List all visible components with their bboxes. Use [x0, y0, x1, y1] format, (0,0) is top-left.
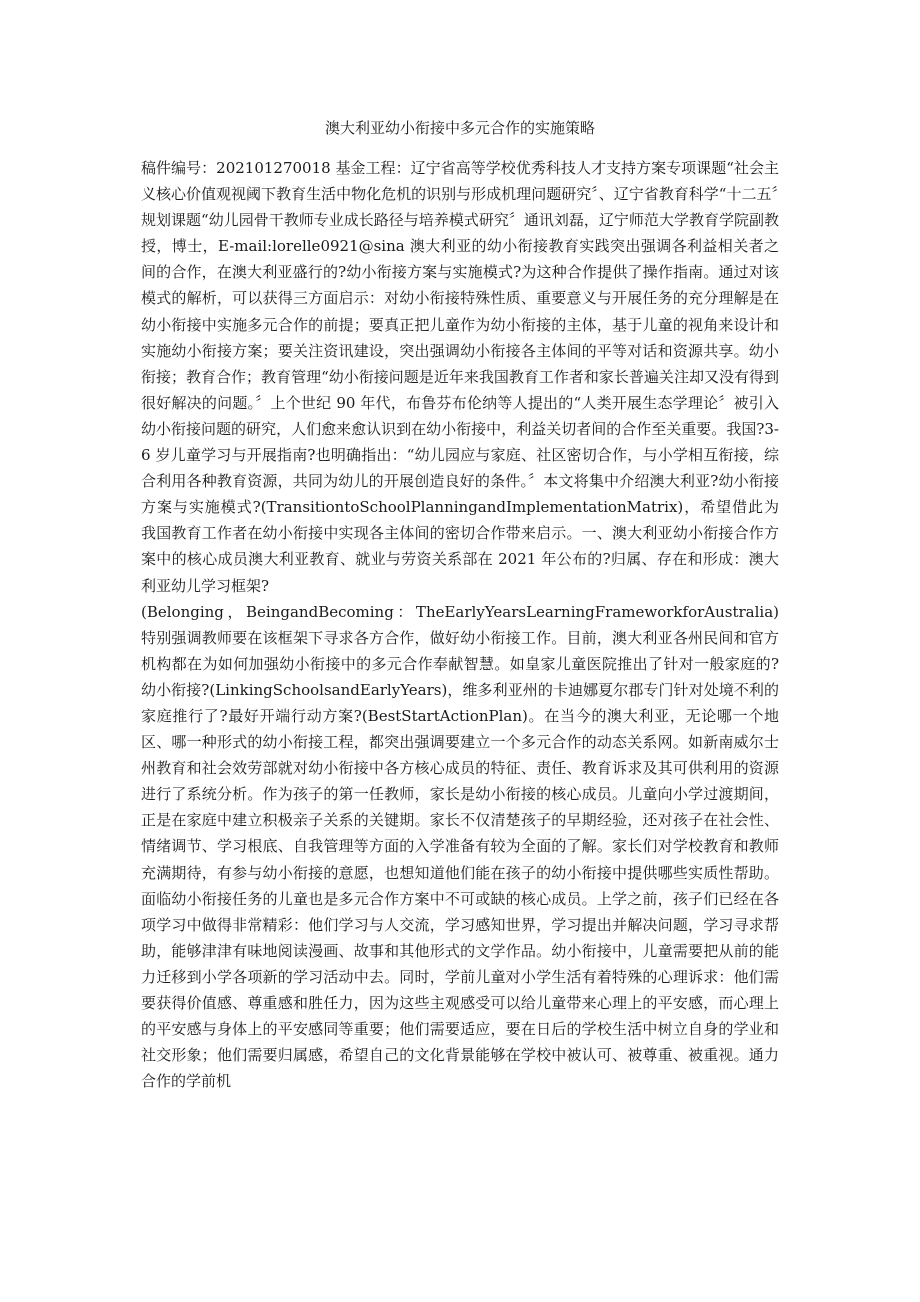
- document-body: [141, 155, 779, 1094]
- document-title: 澳大利亚幼小衔接中多元合作的实施策略: [324, 119, 595, 137]
- body-paragraph: 稿件编号：202101270018 基金工程：辽宁省高等学校优秀科技人才支持方案专项课题“社会主义核心价值观视阈下教育生活中物化危机的识别与形成机理问题研究〞、辽宁省教育科学“十二五〞规划课题“幼儿园骨干教师专业成长路径与培养模式研究〞通讯刘磊，辽宁师范大学教育学院副教授，博士，E-mail:lorelle0921@sina 澳大利亚的幼小衔接教育实践突出强调各利益相关者之间的合作，在澳大利亚盛行的?幼小衔接方案与实施模式?为这种合作提供了操作指南。通过对该模式的解析，可以获得三方面启示：对幼小衔接特殊性质、重要意义与开展任务的充分理解是在幼小衔接中实施多元合作的前提；要真正把儿童作为幼小衔接的主体，基于儿童的视角来设计和实施幼小衔接方案；要关注资讯建设，突出强调幼小衔接各主体间的平等对话和资源共享。幼小衔接；教育合作；教育管理“幼小衔接问题是近年来我国教育工作者和家长普遍关注却又没有得到很好解决的问题。〞上个世纪 90 年代，布鲁芬布伦纳等人提出的“人类开展生态学理论〞被引入幼小衔接问题的研究，人们愈来愈认识到在幼小衔接中，利益关切者间的合作至关重要。我国?3-6 岁儿童学习与开展指南?也明确指出：“幼儿园应与家庭、社区密切合作，与小学相互衔接，综合利用各种教育资源，共同为幼儿的开展创造良好的条件。〞本文将集中介绍澳大利亚?幼小衔接方案与实施模式?(TransitiontoSchoolPlanningandImplementationMatrix)，希望借此为我国教育工作者在幼小衔接中实现各主体间的密切合作带来启示。一、澳大利亚幼小衔接合作方案中的核心成员澳大利亚教育、就业与劳资关系部在 2021 年公布的?归属、存在和形成：澳大利亚幼儿学习框架?: [141, 159, 779, 595]
- body-paragraph: (Belonging，BeingandBecoming：TheEarlyYearsLearningFrameworkforAustralia)特别强调教师要在该框架下寻求各方合作，做好幼小衔接工作。目前，澳大利亚各州民间和官方机构都在为如何加强幼小衔接中的多元合作奉献智慧。如皇家儿童医院推出了针对一般家庭的?幼小衔接?(LinkingSchoolsandEarlyYears)，维多利亚州的卡迪娜夏尔郡专门针对处境不利的家庭推行了?最好开端行动方案?(BestStartActionPlan)。在当今的澳大利亚，无论哪一个地区、哪一种形式的幼小衔接工程，都突出强调要建立一个多元合作的动态关系网。如新南威尔士州教育和社会效劳部就对幼小衔接中各方核心成员的特征、责任、教育诉求及其可供利用的资源进行了系统分析。作为孩子的第一任教师，家长是幼小衔接的核心成员。儿童向小学过渡期间，正是在家庭中建立积极亲子关系的关键期。家长不仅清楚孩子的早期经验，还对孩子在社会性、情绪调节、学习根底、自我管理等方面的入学准备有较为全面的了解。家长们对学校教育和教师充满期待，有参与幼小衔接的意愿，也想知道他们能在孩子的幼小衔接中提供哪些实质性帮助。面临幼小衔接任务的儿童也是多元合作方案中不可或缺的核心成员。上学之前，孩子们已经在各项学习中做得非常精彩：他们学习与人交流，学习感知世界，学习提出并解决问题，学习寻求帮助，能够津津有味地阅读漫画、故事和其他形式的文学作品。幼小衔接中，儿童需要把从前的能力迁移到小学各项新的学习活动中去。同时，学前儿童对小学生活有着特殊的心理诉求：他们需要获得价值感、尊重感和胜任力，因为这些主观感受可以给儿童带来心理上的平安感，而心理上的平安感与身体上的平安感同等重要；他们需要适应，要在日后的学校生活中树立自身的学业和社交形象；他们需要归属感，希望自己的文化背景能够在学校中被认可、被尊重、被重视。通力合作的学前机: [141, 602, 779, 1091]
